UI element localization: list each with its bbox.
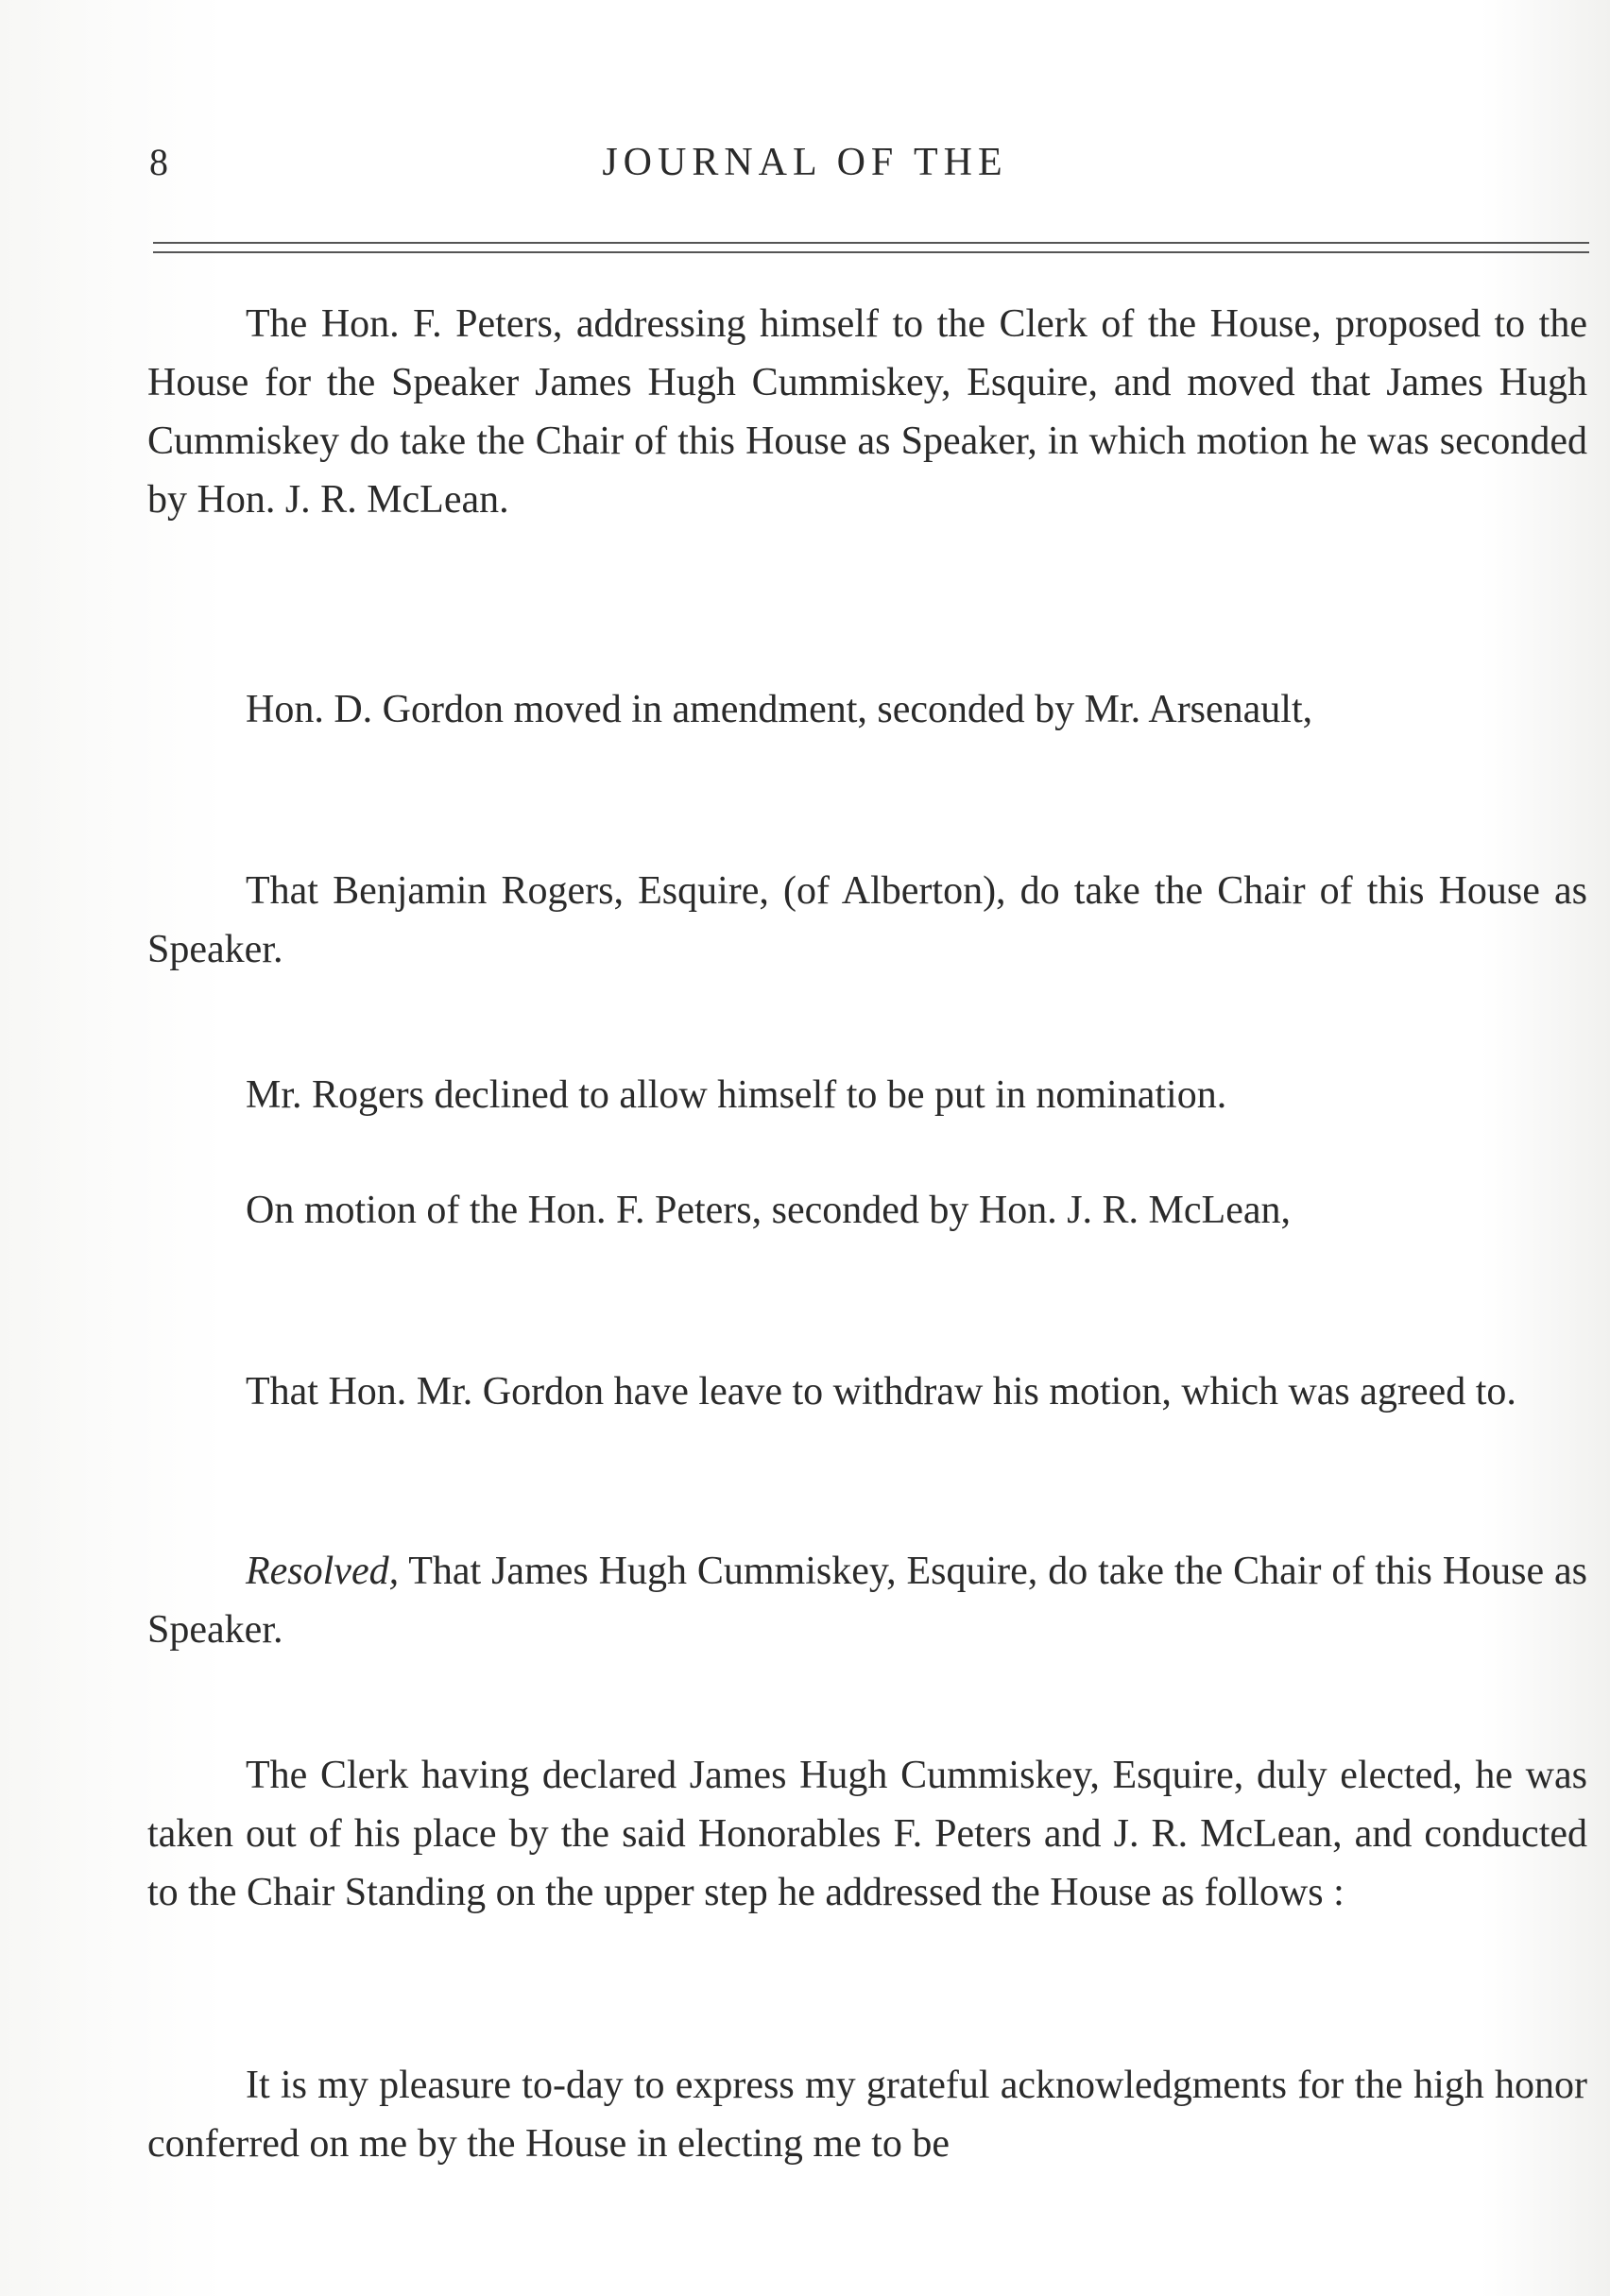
paragraph-leave-to-withdraw: That Hon. Mr. Gordon have leave to withdraw his motion, which was agreed to. bbox=[246, 1370, 1516, 1414]
paragraph-speaker-address: It is my pleasure to-day to express my grateful acknowledgments for the high honor conferred on me by the House in electing me to be bbox=[147, 2064, 1587, 2166]
paragraph-nomination: The Hon. F. Peters, addressing himself to the Clerk of the House, proposed to the House for the Speaker James Hugh Cummiskey, Esquire, and moved that James Hugh Cummiskey do take the Chair of this House as Speaker, in which motion he was seconded by Hon. J. R. McLean. bbox=[147, 302, 1587, 522]
header-rule-top bbox=[153, 242, 1589, 244]
header-rule-bottom bbox=[153, 251, 1589, 253]
running-title: JOURNAL OF THE bbox=[602, 141, 1008, 184]
paragraph-withdraw-motion: On motion of the Hon. F. Peters, seconded by Hon. J. R. McLean, bbox=[246, 1189, 1291, 1232]
page-number: 8 bbox=[149, 141, 169, 183]
resolved-lead: Resolved, bbox=[246, 1550, 400, 1593]
paragraph-amendment: Hon. D. Gordon moved in amendment, seconded by Mr. Arsenault, bbox=[246, 688, 1313, 731]
paragraph-speaker-elected: The Clerk having declared James Hugh Cummiskey, Esquire, duly elected, he was taken out of his place by the said Honorables F. Peters and J. R. McLean, and conducted to the Chair Standing on the upper step he addressed the House as follows : bbox=[147, 1754, 1587, 1914]
paragraph-rogers-motion: That Benjamin Rogers, Esquire, (of Alberton), do take the Chair of this House as Speaker. bbox=[147, 869, 1587, 971]
resolution-text: That James Hugh Cummiskey, Esquire, do take the Chair of this House as Speaker. bbox=[147, 1550, 1587, 1652]
paragraph-resolution bbox=[147, 1542, 1587, 1659]
paragraph-rogers-declined: Mr. Rogers declined to allow himself to be put in nomination. bbox=[246, 1073, 1227, 1117]
